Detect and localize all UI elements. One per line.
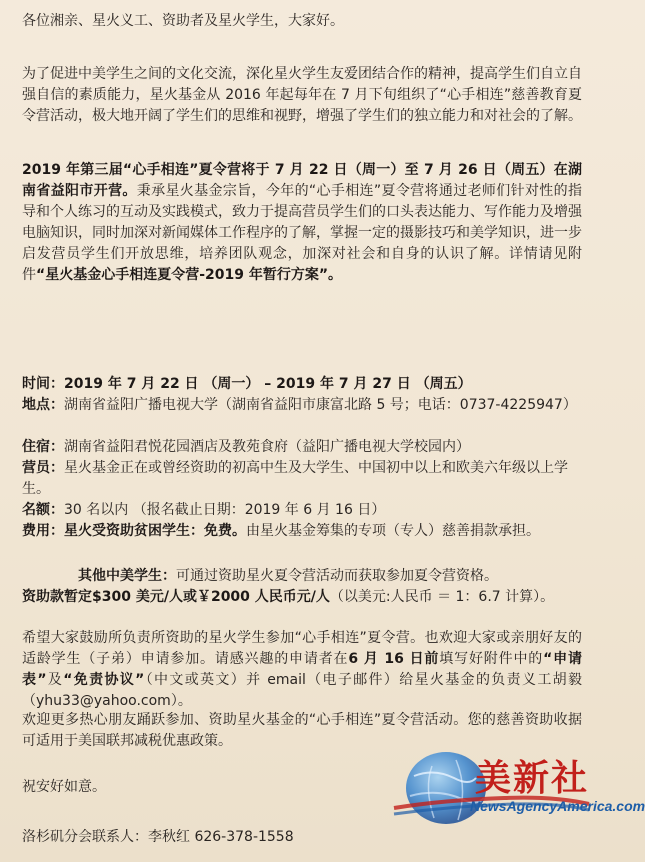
other-students-rest: 可通过资助星火夏令营活动而获取参加夏令营资格。 [176, 568, 498, 584]
place-label: 地点： [22, 397, 64, 413]
invite-text-2: 填写好附件中的 [439, 651, 544, 667]
announcement-body: 秉承星火基金宗旨，今年的“心手相连”夏令营将通过老师们针对性的指导和个人练习的互动及实践模式，致力于提高营员学生们的口头表达能力、写作能力及增强电脑知识，同时加深对新闻媒体工作程序的了解，掌握一定的摄影技巧和美学知识，进一步启发营员学生们开放思维，培养团队观念，加深对社会和自身的认识了解。详情请见附件 [22, 183, 582, 283]
invite-email[interactable]: （yhu33@yahoo.com）。 [22, 693, 192, 709]
fee-free-note: 星火受资助贫困学生：免费。 [64, 523, 246, 539]
campers-label: 营员： [22, 460, 64, 476]
time-value: 2019 年 7 月 22 日 （周一） – 2019 年 7 月 27 日 （周五） [64, 376, 472, 392]
invite-text-4: （中文或英文）并 email（电子邮件）给星火基金的负责义工胡毅 [144, 672, 583, 688]
invite-text-3: 及 [46, 672, 64, 688]
lodging-line [22, 437, 582, 458]
other-students-label: 其他中美学生： [78, 568, 176, 584]
fee-line [22, 521, 582, 542]
quota-value: 30 名以内 （报名截止日期：2019 年 6 月 16 日） [64, 502, 386, 518]
campers-value: 星火基金正在或曾经资助的初高中生及大学生、中国初中以上和欧美六年级以上学生。 [22, 460, 568, 497]
invite-application-form: “申请表” [22, 651, 583, 688]
place-value: 湖南省益阳广播电视大学（湖南省益阳市康富北路 5 号；电话：0737-4225947） [64, 397, 577, 413]
welcome-paragraph: 欢迎更多热心朋友踊跃参加、资助星火基金的“心手相连”夏令营活动。您的慈善资助收据可适用于美国联邦减税优惠政策。 [22, 712, 582, 749]
announcement-paragraph [22, 160, 582, 286]
announcement-attachment: “星火基金心手相连夏令营-2019 年暂行方案”。 [36, 267, 343, 283]
invite-waiver: “免责协议” [63, 672, 145, 688]
watermark-en: NewsAgencyAmerica.com [470, 798, 645, 814]
time-line [22, 374, 582, 395]
intro-paragraph: 为了促进中美学生之间的文化交流，深化星火学生友爱团结合作的精神，提高学生们自立自强自信的素质能力，星火基金从 2016 年起每年在 7 月下旬组织了“心手相连”慈善教育夏令营活动，极大地开阔了学生们的思维和视野，增强了学生们的独立能力和对社会的了解。 [22, 66, 582, 124]
fee-rest: 由星火基金筹集的专项（专人）慈善捐款承担。 [246, 523, 540, 539]
lodging-label: 住宿： [22, 439, 64, 455]
sponsor-line [22, 587, 582, 608]
quota-label: 名额： [22, 502, 64, 518]
contact-line: 洛杉矶分会联系人：李秋红 626-378-1558 [22, 829, 294, 845]
place-line [22, 395, 582, 416]
time-label: 时间： [22, 376, 64, 392]
invite-text-1: 希望大家鼓励所负责所资助的星火学生参加“心手相连”夏令营。也欢迎大家或亲朋好友的适龄学生（子弟）申请参加。请感兴趣的申请者在 [22, 630, 582, 667]
watermark-cn: 美新社 [475, 757, 590, 799]
invite-paragraph [22, 628, 582, 712]
invite-deadline: 6 月 16 日前 [348, 651, 440, 667]
closing: 祝安好如意。 [22, 779, 106, 795]
sponsor-amount: 资助款暂定$300 美元/人或￥2000 人民币元/人 [22, 589, 330, 605]
quota-line [22, 500, 582, 521]
fee-label: 费用： [22, 523, 64, 539]
announcement-bold-lead: 2019 年第三届“心手相连”夏令营将于 7 月 22 日（周一）至 7 月 26 日（周五）在湖南省益阳市开营。 [22, 162, 582, 199]
greeting: 各位湘亲、星火义工、资助者及星火学生，大家好。 [22, 13, 344, 29]
campers-line [22, 458, 582, 500]
sponsor-rate: （以美元:人民币 ＝ 1：6.7 计算）。 [329, 589, 555, 605]
lodging-value: 湖南省益阳君悦花园酒店及教苑食府（益阳广播电视大学校园内） [64, 439, 470, 455]
other-students-line [78, 566, 582, 587]
